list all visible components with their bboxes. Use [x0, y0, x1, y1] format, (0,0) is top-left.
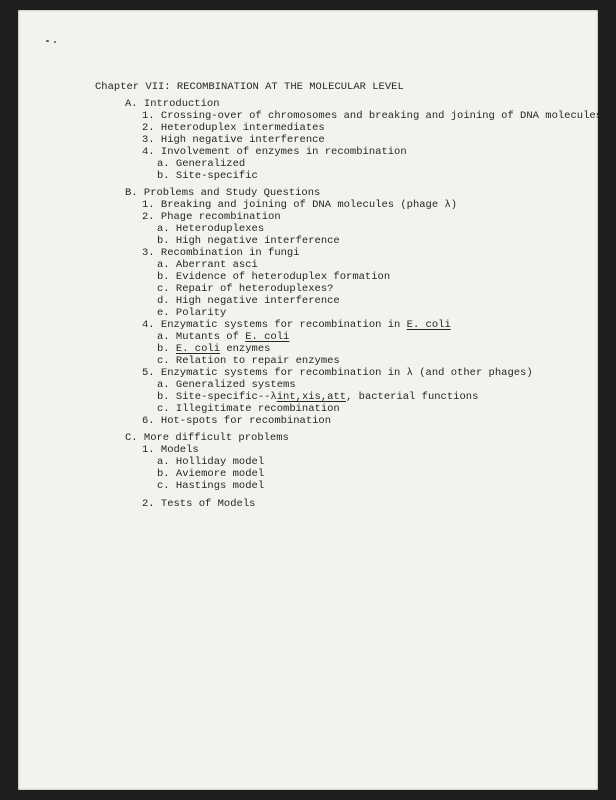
sub-item: c. Repair of heteroduplexes? [157, 283, 334, 295]
item-text: a. Mutants of [157, 331, 246, 343]
sub-item: b. High negative interference [157, 235, 340, 247]
document-page [18, 10, 602, 790]
gene-names: int,xis,att [276, 391, 347, 403]
sub-item: e. Polarity [157, 307, 227, 319]
item-text: enzymes [220, 343, 271, 355]
species-name: E. coli [175, 343, 221, 355]
section-c-heading: C. More difficult problems [125, 432, 289, 444]
list-item: 2. Heteroduplex intermediates [142, 122, 325, 134]
sub-item: a. Holliday model [157, 456, 265, 468]
sub-item: b. Aviemore model [157, 468, 265, 480]
chapter-title: Chapter VII: RECOMBINATION AT THE MOLECULAR LEVEL [95, 81, 404, 93]
species-name: E. coli [406, 319, 451, 331]
sub-item [157, 344, 270, 356]
item-text: b. [157, 343, 176, 355]
ink-speck [54, 41, 56, 43]
list-item: 1. Crossing-over of chromosomes and breaking and joining of DNA molecules [142, 110, 602, 122]
sub-item: a. Heteroduplexes [157, 223, 265, 235]
sub-item [157, 332, 289, 344]
sub-item: c. Relation to repair enzymes [157, 355, 340, 367]
sub-item: b. Evidence of heteroduplex formation [157, 271, 391, 283]
list-item: 2. Tests of Models [142, 498, 256, 510]
sub-item: c. Illegitimate recombination [157, 403, 340, 415]
species-name: E. coli [245, 331, 290, 343]
list-item: 1. Breaking and joining of DNA molecules (phage λ) [142, 199, 458, 211]
list-item: 3. High negative interference [142, 134, 325, 146]
list-item: 1. Models [142, 444, 199, 456]
list-item: 4. Involvement of enzymes in recombination [142, 146, 407, 158]
sub-item [157, 392, 478, 404]
item-text: 4. Enzymatic systems for recombination in [142, 319, 407, 331]
sub-item: c. Hastings model [157, 480, 265, 492]
sub-item: d. High negative interference [157, 295, 340, 307]
section-a-heading: A. Introduction [125, 98, 220, 110]
list-item: 2. Phage recombination [142, 211, 281, 223]
section-b-heading: B. Problems and Study Questions [125, 187, 321, 199]
item-text: , bacterial functions [346, 391, 479, 403]
ink-speck [46, 40, 49, 42]
item-text: b. Site-specific--λ [157, 391, 277, 403]
sub-item: a. Aberrant asci [157, 259, 258, 271]
list-item: 5. Enzymatic systems for recombination in λ (and other phages) [142, 367, 533, 379]
list-item [142, 320, 451, 332]
list-item: 6. Hot-spots for recombination [142, 415, 332, 427]
sub-item: a. Generalized [157, 158, 246, 170]
sub-item: b. Site-specific [157, 170, 258, 182]
sub-item: a. Generalized systems [157, 379, 296, 391]
list-item: 3. Recombination in fungi [142, 247, 300, 259]
